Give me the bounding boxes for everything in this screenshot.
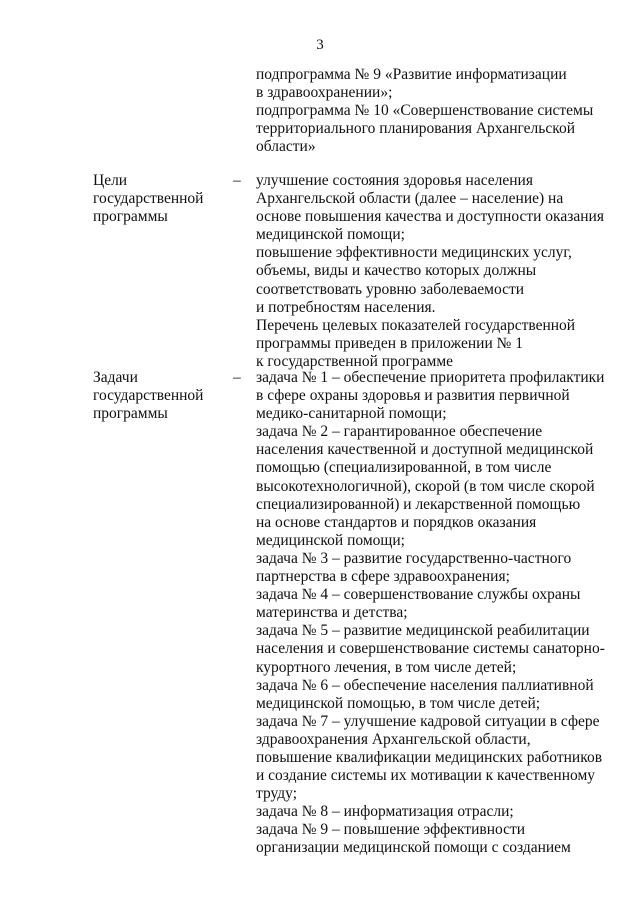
section-dash: – xyxy=(233,369,241,386)
text-line: курортного лечения, в том числе детей; xyxy=(256,658,517,676)
text-line: к государственной программе xyxy=(256,352,454,370)
text-line: населения и совершенствование системы санаторно- xyxy=(256,640,605,658)
label-line: государственной xyxy=(93,190,204,208)
text-line: основе повышения качества и доступности оказания xyxy=(256,208,604,226)
text-line: медицинской помощи; xyxy=(256,531,405,549)
text-line: медико-санитарной помощи; xyxy=(256,405,447,423)
continuation-text xyxy=(256,66,626,156)
text-line: задача № 2 – гарантированное обеспечение xyxy=(256,423,543,441)
page-number: 3 xyxy=(316,37,324,53)
label-line: программы xyxy=(93,208,168,226)
text-line: организации медицинской помощи с созданием xyxy=(256,839,571,857)
text-line: материнства и детства; xyxy=(256,604,408,622)
text-line: повышение квалификации медицинских работников xyxy=(256,748,603,766)
text-line: задача № 5 – развитие медицинской реабилитации xyxy=(256,622,590,640)
text-line: повышение эффективности медицинских услуг, xyxy=(256,244,572,262)
label-line: государственной xyxy=(93,387,204,405)
section-label-goals xyxy=(93,172,233,226)
text-line: Перечень целевых показателей государственной xyxy=(256,316,576,334)
text-line: задача № 8 – информатизация отрасли; xyxy=(256,803,514,821)
text-line: высокотехнологичной), скорой (в том числе скорой xyxy=(256,477,595,495)
section-text-tasks xyxy=(256,369,626,858)
label-line: Цели xyxy=(93,172,128,189)
text-line: и потребностям населения. xyxy=(256,298,436,316)
text-line: задача № 3 – развитие государственно-частного xyxy=(256,549,572,567)
text-line: задача № 1 – обеспечение приоритета профилактики xyxy=(256,369,605,386)
text-line: партнерства в сфере здравоохранения; xyxy=(256,568,510,586)
text-line: области» xyxy=(256,138,316,156)
text-line: задача № 9 – повышение эффективности xyxy=(256,821,526,839)
text-line: задача № 4 – совершенствование службы охраны xyxy=(256,586,581,604)
text-line: медицинской помощью, в том числе детей; xyxy=(256,694,541,712)
text-line: и создание системы их мотивации к качественному xyxy=(256,767,596,785)
text-line: труду; xyxy=(256,785,298,803)
section-label-tasks xyxy=(93,369,233,423)
text-line: задача № 7 – улучшение кадровой ситуации в сфере xyxy=(256,712,600,730)
section-text-goals xyxy=(256,172,626,371)
text-line: здравоохранения Архангельской области, xyxy=(256,730,531,748)
text-line: объемы, виды и качество которых должны xyxy=(256,262,537,280)
text-line: населения качественной и доступной медицинской xyxy=(256,441,594,459)
text-line: медицинской помощи; xyxy=(256,226,405,244)
text-line: специализированной) и лекарственной помощью xyxy=(256,495,581,513)
section-dash: – xyxy=(233,172,241,189)
text-line: в здравоохранении»; xyxy=(256,84,393,102)
text-line: на основе стандартов и порядков оказания xyxy=(256,513,537,531)
text-line: программы приведен в приложении № 1 xyxy=(256,334,524,352)
text-line: Архангельской области (далее – население) на xyxy=(256,190,564,208)
text-line: соответствовать уровню заболеваемости xyxy=(256,280,525,298)
text-line: помощью (специализированной, в том числе xyxy=(256,459,552,477)
text-line: в сфере охраны здоровья и развития первичной xyxy=(256,387,570,405)
text-line: задача № 6 – обеспечение населения паллиативной xyxy=(256,676,594,694)
label-line: программы xyxy=(93,405,168,423)
text-line: подпрограмма № 9 «Развитие информатизации xyxy=(256,66,567,83)
label-line: Задачи xyxy=(93,369,138,386)
text-line: подпрограмма № 10 «Совершенствование системы xyxy=(256,102,594,120)
text-line: территориального планирования Архангельской xyxy=(256,120,576,138)
text-line: улучшение состояния здоровья населения xyxy=(256,172,533,189)
